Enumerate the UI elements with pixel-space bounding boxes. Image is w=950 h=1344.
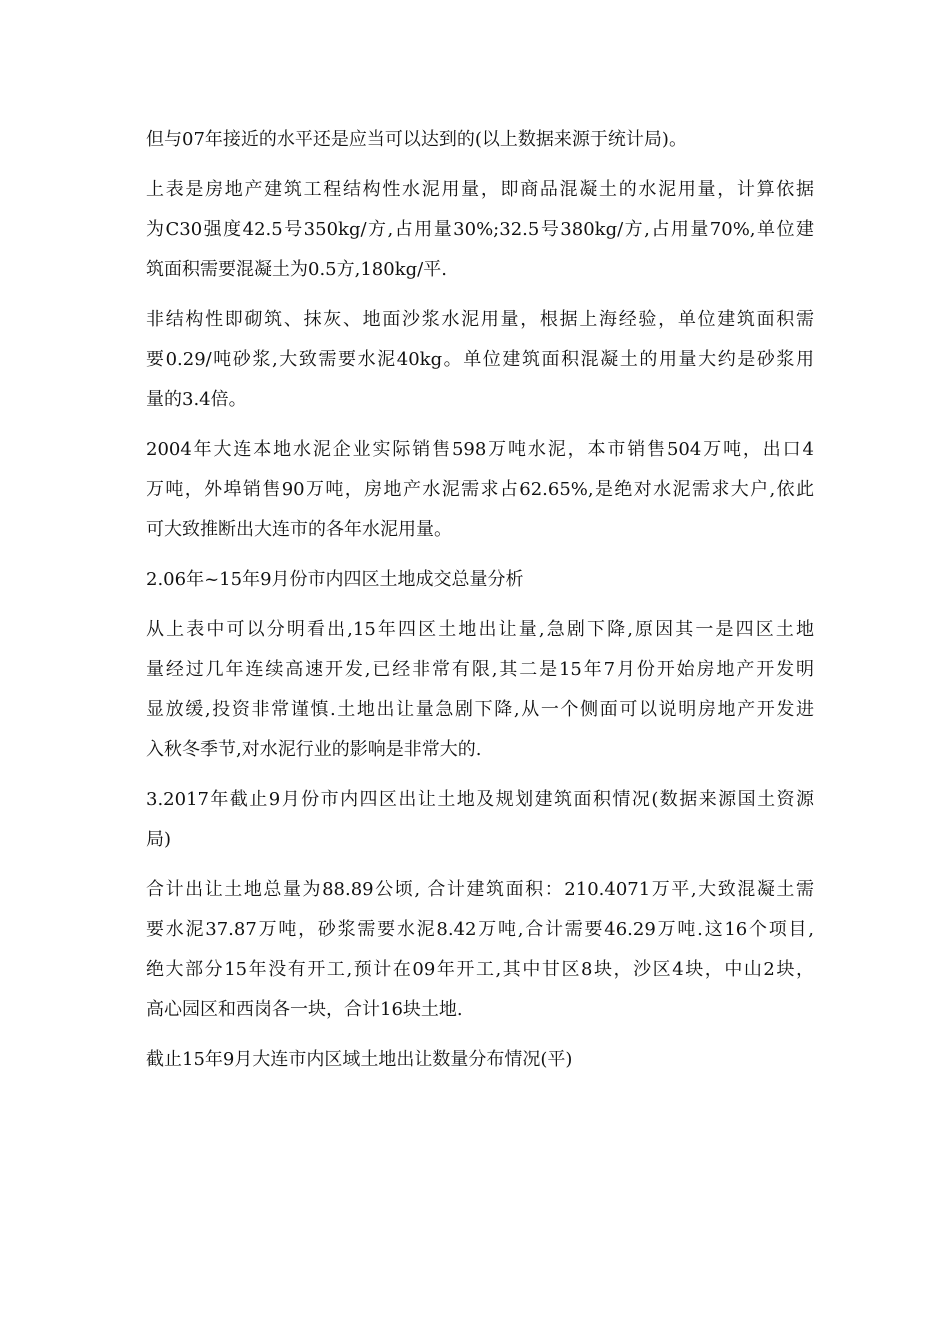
text-line: 从上表中可以分明看出,15年四区土地出让量,急剧下降,原因其一是四区土地 — [146, 619, 814, 640]
paragraph-2004-sales — [146, 430, 814, 550]
text-line: 合计出让土地总量为88.89公顷, 合计建筑面积：210.4071万平,大致混凝土需 — [146, 879, 814, 900]
text-line: 非结构性即砌筑、抹灰、地面沙浆水泥用量，根据上海经验，单位建筑面积需 — [146, 309, 814, 330]
text-line: 显放缓,投资非常谨慎.土地出让量急剧下降,从一个侧面可以说明房地产开发进 — [146, 699, 814, 720]
paragraph-nonstructural-cement — [146, 300, 814, 420]
text-line: 绝大部分15年没有开工,预计在09年开工,其中甘区8块，沙区4块，中山2块， — [146, 959, 814, 980]
section-heading-land-transactions — [146, 560, 814, 600]
paragraph-land-totals — [146, 870, 814, 1030]
text-line: 筑面积需要混凝土为0.5方,180kg/平. — [146, 259, 447, 280]
text-line: 3.2017年截止9月份市内四区出让土地及规划建筑面积情况(数据来源国土资源 — [146, 789, 814, 810]
paragraph-land-decline-analysis — [146, 610, 814, 770]
document-body — [146, 120, 814, 1080]
text-line: 要水泥37.87万吨，砂浆需要水泥8.42万吨,合计需要46.29万吨.这16个项目, — [146, 919, 814, 940]
text-line: 入秋冬季节,对水泥行业的影响是非常大的. — [146, 739, 482, 760]
paragraph-data-source-note — [146, 120, 814, 160]
text-line: 量的3.4倍。 — [146, 389, 247, 410]
caption-land-distribution — [146, 1040, 814, 1080]
text-line: 2.06年~15年9月份市内四区土地成交总量分析 — [146, 569, 524, 590]
section-heading-2017-land — [146, 780, 814, 860]
text-line: 2004年大连本地水泥企业实际销售598万吨水泥，本市销售504万吨，出口4 — [146, 439, 814, 460]
text-line: 局) — [146, 829, 172, 850]
paragraph-structural-cement — [146, 170, 814, 290]
text-line: 上表是房地产建筑工程结构性水泥用量，即商品混凝土的水泥用量，计算依据 — [146, 179, 814, 200]
text-line: 量经过几年连续高速开发,已经非常有限,其二是15年7月份开始房地产开发明 — [146, 659, 814, 680]
text-line: 但与07年接近的水平还是应当可以达到的(以上数据来源于统计局)。 — [146, 129, 687, 150]
text-line: 万吨，外埠销售90万吨，房地产水泥需求占62.65%,是绝对水泥需求大户,依此 — [146, 479, 814, 500]
text-line: 要0.29/吨砂浆,大致需要水泥40kg。单位建筑面积混凝土的用量大约是砂浆用 — [146, 349, 814, 370]
text-line: 可大致推断出大连市的各年水泥用量。 — [146, 519, 452, 540]
text-line: 截止15年9月大连市内区域土地出让数量分布情况(平) — [146, 1049, 573, 1070]
text-line: 高心园区和西岗各一块，合计16块土地. — [146, 999, 463, 1020]
text-line: 为C30强度42.5号350kg/方,占用量30%;32.5号380kg/方,占用量70%,单位建 — [146, 219, 814, 240]
